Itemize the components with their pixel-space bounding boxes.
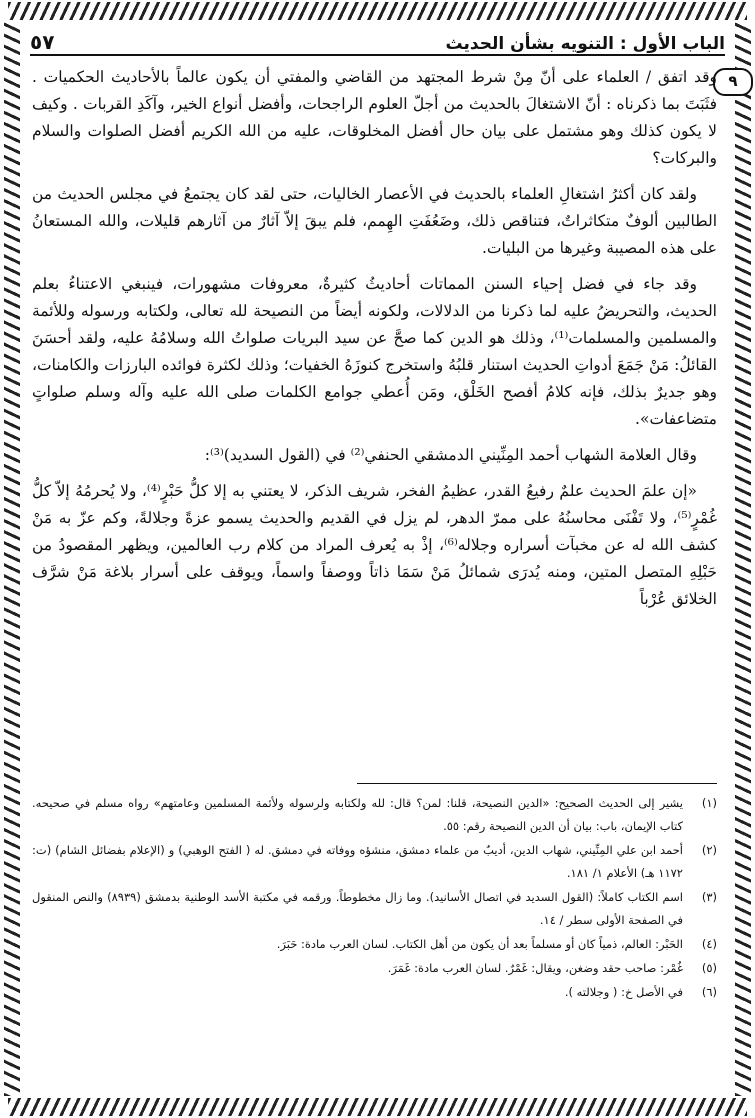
running-title: الباب الأول : التنويه بشأن الحديث <box>445 34 725 54</box>
paragraph: وقد جاء في فضل إحياء السنن المماتات أحاديثُ كثيرةٌ، معروفات مشهورات، فينبغي الاعتناءُ بعلم الحديث، والتحريضُ عليه لما ذكرنا من الدلالات، ولكونه أيضاً من النصيحة لله تعالى، ولكتابه ورسوله وللأئمة والمسلمين والمسلمات⁽¹⁾، وذلك هو الدين كما صحَّ عن سيد البريات صلواتُ الله وسلامُهُ عليه، ولقد أحسَنَ القائلُ: مَنْ جَمَعَ أدواتِ الحديث استنار قلبُهُ واستخرج كنوزَهُ الخفيات؛ وذلك لكثرة فوائده البارزات والكامنات، وهو جديرٌ بذلك، فإنه كلامُ أفصح الخَلْق، ومَن أُعطي جوامع الكلمات صلى الله عليه وآله وسلم صلواتٍ متضاعفات». <box>32 275 717 428</box>
footnote-number: (٤) <box>701 937 717 951</box>
paragraph: ولقد كان أكثرُ اشتغالِ العلماء بالحديث في الأعصار الخاليات، حتى لقد كان يجتمعُ في مجلس الحديث من الطالبين ألوفٌ متكاثراتٌ، فتناقص ذلك، وضَعُفَتِ الهِمم، فلم يبقَ إلاّ آثارٌ من آثارهم قليلات، والله المستعانُ على هذه المصيبة وغيرها من البليات. <box>32 185 717 257</box>
footnote <box>32 839 717 885</box>
footnote-text: غُمْر: صاحب حقد وضغن، ويقال: غَمْرٌ. لسان العرب مادة: غَمَرَ. <box>387 961 683 975</box>
footnote-rule <box>357 783 717 784</box>
paragraph: وقد اتفق / العلماء على أنّ مِنْ شرط المجتهد من القاضي والمفتي أن يكون عالماً بالأحاديث الحكميات . فثَبَتَ بما ذكرناه : أنّ الاشتغالَ بالحديث من أجلّ العلوم الراجحات، وأفضل أنواع الخير، وآكَدِ القربات . وكيف لا يكون كذلك وهو مشتمل على بيان حال أفضل المخلوقات، عليه من الله الكريم أفضل الصلوات والسلام والبركات؟ <box>32 68 717 167</box>
main-text <box>32 64 717 622</box>
footnote-number: (٢) <box>701 843 717 857</box>
footnote <box>32 957 717 980</box>
ornamental-border-left <box>4 22 20 1096</box>
page-number: ٥٧ <box>30 30 55 54</box>
footnote <box>32 981 717 1004</box>
footnote <box>32 886 717 932</box>
footnote-text: الحَبْر: العالم، ذمياً كان أو مسلماً بعد أن يكون من أهل الكتاب. لسان العرب مادة: حَبَرَ. <box>276 937 683 951</box>
margin-marker: ٩ <box>713 68 753 96</box>
running-header <box>30 24 725 56</box>
footnotes <box>32 792 717 1005</box>
footnote <box>32 792 717 838</box>
footnote-number: (١) <box>701 796 717 810</box>
footnote-number: (٦) <box>701 985 717 999</box>
footnote-number: (٥) <box>701 961 717 975</box>
footnote <box>32 933 717 956</box>
ornamental-border-right <box>735 22 751 1096</box>
footnote-text: أحمد ابن علي المِنِّيني، شهاب الدين، أديبٌ من علماء دمشق، منشؤه ووفاته في دمشق. له ( الفتح الوهبي) و (الإعلام بفضائل الشام) (ت: ١١٧٢ هـ) الأعلام ١/ ١٨١. <box>32 843 683 880</box>
ornamental-border-top <box>8 2 747 20</box>
footnote-text: اسم الكتاب كاملاً: (القول السديد في اتصال الأسانيد). وما زال مخطوطاً. ورقمه في مكتبة الأسد الوطنية بدمشق (٨٩٣٩) والنص المنقول في الصفحة الأولى سطر / ١٤. <box>32 890 683 927</box>
footnote-number: (٣) <box>701 890 717 904</box>
paragraph: وقال العلامة الشهاب أحمد المِنِّيني الدمشقي الحنفي⁽²⁾ في (القول السديد)⁽³⁾: <box>204 446 697 464</box>
ornamental-border-bottom <box>8 1098 747 1116</box>
footnote-text: يشير إلى الحديث الصحيح: «الدين النصيحة، قلنا: لمن؟ قال: لله ولكتابه ولرسوله ولأئمة المسلمين وعامتهم» رواه مسلم في صحيحه. كتاب الإيمان، باب: بيان أن الدين النصيحة رقم: ٥٥. <box>32 796 683 833</box>
quote-paragraph: «إن علمَ الحديث علمٌ رفيعُ القدر، عظيمُ الفخر، شريف الذكر، لا يعتني به إلا كلُّ حَبْرٍ⁽⁴⁾، ولا يُحرمُهُ إلاّ كلُّ غُمْرٍ⁽⁵⁾، ولا تَفْنَى محاسنُهُ على ممرّ الدهر، لم يزل في القديم والحديث يسمو عزةً وجلالةً، وكم عزّ به مَنْ كشف الله له عن مخبآت أسراره وجلاله⁽⁶⁾، إذْ به يُعرف المراد من كلام رب العالمين، ويظهر المقصودُ من حَبْلِهِ المتصل المتين، ومنه يُدرَى شمائلُ مَنْ سَمَا ذاتاً ووصفاً واسماً، ويوقف على أسرار بلاغة مَنْ شرَّف الخلائق عُرْباً <box>32 482 717 608</box>
footnote-text: في الأصل خ: ( وجلالته ). <box>564 985 683 999</box>
